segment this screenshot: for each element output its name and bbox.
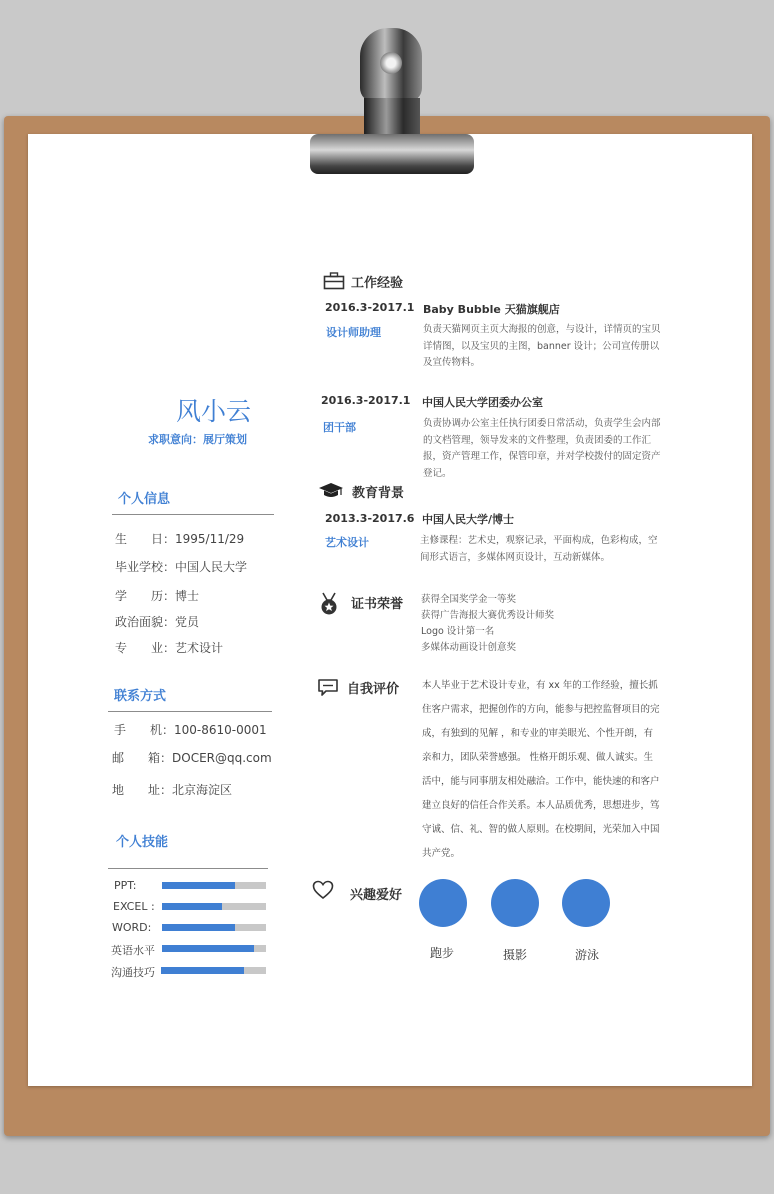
heart-icon [312, 880, 334, 900]
contact-heading: 联系方式 [114, 689, 167, 704]
skill-label: PPT: [114, 879, 137, 892]
education-major: 艺术设计 [325, 536, 369, 549]
education-date: 2013.3-2017.6 [325, 512, 415, 525]
skill-label: 沟通技巧 [111, 966, 155, 979]
skill-bar [162, 903, 266, 910]
hobby-circle [491, 879, 539, 927]
skill-label: EXCEL : [113, 900, 155, 913]
cert-item: 获得广告海报大赛优秀设计师奖 [421, 610, 555, 621]
skill-label: WORD: [112, 921, 152, 934]
work-role: 团干部 [323, 421, 356, 434]
cert-item: 获得全国奖学金一等奖 [421, 594, 517, 605]
education-heading: 教育背景 [352, 486, 405, 501]
work-org: 中国人民大学团委办公室 [422, 396, 543, 409]
work-date: 2016.3-2017.1 [321, 394, 411, 407]
info-birthday: 生 日：1995/11/29 [115, 532, 245, 546]
personal-info-heading: 个人信息 [118, 492, 171, 507]
job-intent: 求职意向：展厅策划 [148, 433, 247, 446]
personal-info-divider [112, 514, 274, 515]
self-eval-text: 本人毕业于艺术设计专业，有 xx 年的工作经验，擅长抓住客户需求，把握创作的方向，能参与把控监督项目的完成，有独到的见解 ，和专业的审美眼光、个性开朗，有亲和力，团队荣誉感强。 性格开朗乐观、做人诚实。生活中，能与同事朋友相处融洽。工作中，能快速的和客户建立良好的信任合作关系。本人品质优秀，思想进步，笃守诚、信、礼、智的做人原则。在校期间，光荣加入中国共产党。 [422, 680, 660, 859]
education-school: 中国人民大学/博士 [422, 513, 515, 526]
graduation-cap-icon [318, 482, 344, 500]
self-eval-heading: 自我评价 [347, 682, 400, 697]
cert-item: Logo 设计第一名 [421, 626, 495, 637]
skill-bar [161, 967, 266, 974]
work-role: 设计师助理 [326, 326, 381, 339]
skills-heading: 个人技能 [116, 835, 169, 850]
work-desc: 负责协调办公室主任执行团委日常活动，负责学生会内部的文档管理，领导发来的文件整理，负责团委的工作汇报，资产管理工作，保管印章，并对学校拨付的固定资产登记。 [423, 418, 661, 479]
hobbies-heading: 兴趣爱好 [350, 888, 403, 903]
hobby-label: 跑步 [430, 946, 455, 960]
hobby-label: 摄影 [503, 948, 528, 962]
info-school: 毕业学校：中国人民大学 [115, 560, 248, 574]
skill-bar [162, 882, 266, 889]
work-date: 2016.3-2017.1 [325, 301, 415, 314]
candidate-name: 风小云 [176, 397, 252, 426]
binder-clip [300, 24, 480, 184]
briefcase-icon [323, 272, 345, 290]
skill-bar [162, 924, 266, 931]
medal-icon [318, 592, 340, 616]
info-major: 专 业：艺术设计 [115, 641, 224, 655]
speech-bubble-icon [317, 678, 339, 697]
skills-divider [108, 868, 268, 869]
hobby-circle [419, 879, 467, 927]
hobby-circle [562, 879, 610, 927]
work-org: Baby Bubble 天猫旗舰店 [423, 303, 560, 316]
contact-email: 邮 箱：DOCER@qq.com [112, 751, 272, 765]
contact-divider [108, 711, 272, 712]
hobby-label: 游泳 [575, 948, 600, 962]
skill-bar [162, 945, 266, 952]
info-politics: 政治面貌：党员 [115, 615, 200, 629]
skill-label: 英语水平 [111, 944, 155, 957]
info-degree: 学 历：博士 [115, 589, 200, 603]
contact-address: 地 址：北京海淀区 [112, 783, 233, 797]
work-heading: 工作经验 [351, 276, 404, 291]
certs-heading: 证书荣誉 [351, 597, 404, 612]
work-desc: 负责天猫网页主页大海报的创意，与设计，详情页的宝贝详情图，以及宝贝的主图，banner 设计；公司宣传册以及宣传物料。 [423, 324, 661, 368]
cert-item: 多媒体动画设计创意奖 [421, 642, 517, 653]
contact-phone: 手 机：100-8610-0001 [114, 723, 267, 737]
education-desc: 主修课程：艺术史，观察记录，平面构成，色彩构成，空间形式语言，多媒体网页设计，互动新媒体。 [420, 535, 658, 563]
